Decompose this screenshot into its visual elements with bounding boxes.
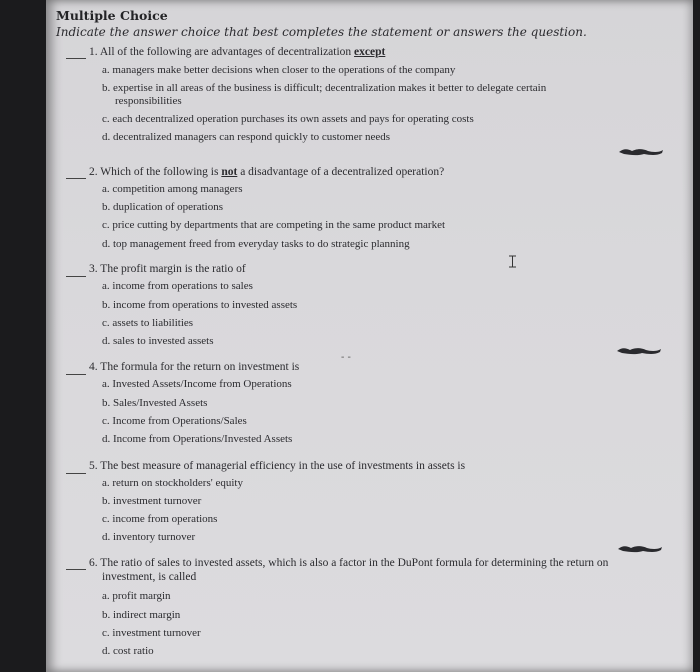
option-5b: b. investment turnover [102, 495, 202, 507]
option-4b: b. Sales/Invested Assets [102, 397, 208, 409]
question-3: 3. The profit margin is the ratio of [89, 263, 246, 275]
text-cursor-icon [508, 255, 517, 268]
answer-blank[interactable] [66, 276, 86, 277]
option-6a: a. profit margin [102, 590, 171, 602]
answer-blank[interactable] [66, 473, 86, 474]
option-2c: c. price cutting by departments that are competing in the same product market [102, 219, 446, 231]
instructions: Indicate the answer choice that best completes the statement or answers the question. [56, 25, 587, 39]
question-6: 6. The ratio of sales to invested assets, which is also a factor in the DuPont formula for determining the return on [89, 557, 609, 569]
question-4: 4. The formula for the return on investment is [89, 361, 300, 373]
option-1c: c. each decentralized operation purchases its own assets and pays for operating costs [102, 113, 474, 125]
redaction-mark [617, 543, 663, 555]
answer-blank[interactable] [66, 178, 86, 179]
option-5c: c. income from operations [102, 513, 218, 525]
option-5a: a. return on stockholders' equity [102, 477, 243, 489]
option-5d: d. inventory turnover [102, 531, 196, 543]
option-4a: a. Invested Assets/Income from Operations [102, 378, 292, 390]
option-1b: b. expertise in all areas of the business is difficult; decentralization makes it better to delegate certain [102, 82, 547, 94]
question-2: 2. Which of the following is not a disadvantage of a decentralized operation? [89, 166, 445, 178]
answer-blank[interactable] [66, 569, 86, 570]
option-6c: c. investment turnover [102, 627, 201, 639]
option-3b: b. income from operations to invested assets [102, 299, 298, 311]
option-1a: a. managers make better decisions when closer to the operations of the company [102, 64, 456, 76]
answer-blank[interactable] [66, 374, 86, 375]
option-4c: c. Income from Operations/Sales [102, 415, 247, 427]
redaction-mark [616, 345, 662, 357]
option-1d: d. decentralized managers can respond quickly to customer needs [102, 131, 391, 143]
option-1b-cont: responsibilities [115, 95, 182, 107]
section-title: Multiple Choice [56, 8, 168, 23]
question-6-cont: investment, is called [102, 571, 197, 583]
option-3c: c. assets to liabilities [102, 317, 194, 329]
option-6d: d. cost ratio [102, 645, 154, 657]
stray-mark: - - [341, 352, 351, 363]
option-2b: b. duplication of operations [102, 201, 223, 213]
option-2d: d. top management freed from everyday tasks to do strategic planning [102, 238, 410, 250]
option-3d: d. sales to invested assets [102, 335, 214, 347]
option-3a: a. income from operations to sales [102, 280, 253, 292]
option-2a: a. competition among managers [102, 183, 243, 195]
question-5: 5. The best measure of managerial efficiency in the use of investments in assets is [89, 460, 466, 472]
redaction-mark [618, 146, 664, 158]
question-1: 1. All of the following are advantages of decentralization except [89, 46, 386, 58]
answer-blank[interactable] [66, 58, 86, 59]
option-6b: b. indirect margin [102, 609, 181, 621]
option-4d: d. Income from Operations/Invested Assets [102, 433, 293, 445]
